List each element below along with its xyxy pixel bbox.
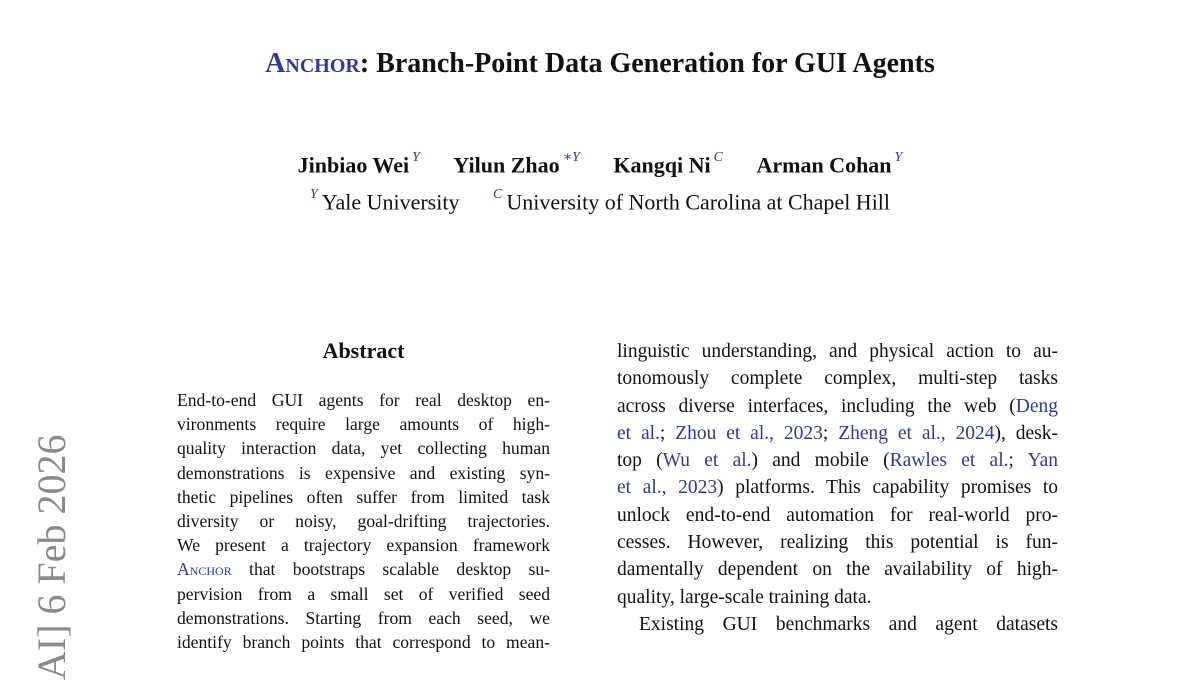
abstract-line: pervision from a small set of verified seed [177,583,550,604]
abstract-line: demonstrations is expensive and existing syn- [177,462,550,483]
citation-link[interactable]: Deng [1015,395,1058,417]
citation-link[interactable]: et al., 2023 [617,477,718,499]
intro-line: linguistic understanding, and physical action to au- [617,341,1058,362]
author-affiliation-mark: ∗Y [562,150,580,165]
abstract-line: demonstrations. Starting from each seed, we [177,607,550,628]
author-list [0,146,1200,180]
intro-line: et al., 2023) platforms. This capability promises to [617,477,1058,499]
abstract-line: identify branch points that correspond to mean- [177,631,550,652]
intro-line: cesses. However, realizing this potential is fun- [617,532,1058,554]
author: Jinbiao Wei $^Y$ [297,150,420,178]
author-affiliation-mark: Y [894,150,903,165]
intro-line: across diverse interfaces, including the web (Deng [617,395,1058,417]
introduction-text [617,338,1058,638]
title-system-name: Anchor [265,48,360,79]
abstract-line: We present a trajectory expansion framework [177,535,550,556]
arxiv-stamp [30,380,74,680]
intro-line: top (Wu et al.) and mobile (Rawles et al.; Yan [617,450,1058,472]
abstract-line: vironments require large amounts of high- [177,414,550,435]
system-name: Anchor [177,559,232,580]
affiliation-mark: Y [309,187,318,202]
abstract-line: diversity or noisy, goal-drifting trajectories. [177,510,550,531]
affiliation-list [0,183,1200,217]
abstract-line: Anchor that bootstraps scalable desktop su- [177,559,550,580]
citation-link[interactable]: Rawles et al. [889,450,1009,472]
affiliation-mark: C [492,187,503,202]
citation-link[interactable]: Zhou et al., 2023 [675,422,823,444]
abstract-heading: Abstract [322,338,405,363]
author-affiliation-mark: Y [412,150,420,165]
intro-line: damentally dependent on the availability of high- [617,559,1058,581]
abstract-line: thetic pipelines often suffer from limited task [177,486,550,507]
affiliation: $^Y$ Yale University [309,187,460,215]
intro-line: tonomously complete complex, multi-step tasks [617,368,1058,390]
title-text: : Branch-Point Data Generation for GUI Agents [359,48,935,79]
intro-line: unlock end-to-end automation for real-world pro- [617,504,1058,526]
paper-title [0,46,1200,82]
author: Arman Cohan $^Y$ [756,150,903,178]
abstract-line: End-to-end GUI agents for real desktop en- [177,390,550,410]
author: Kangqi Ni $^C$ [613,150,723,178]
citation-link[interactable]: Zheng et al., 2024 [838,422,995,444]
affiliation: $^C$ University of North Carolina at Chapel Hill [492,187,891,215]
abstract-line: quality interaction data, yet collecting human [177,438,550,459]
citation-link[interactable]: et al. [617,422,660,444]
author-affiliation-mark: C [713,150,723,165]
intro-line: quality, large-scale training data. [617,586,872,608]
author: Yilun Zhao $^{∗Y}$ [453,150,580,178]
intro-line: Existing GUI benchmarks and agent datasets [639,613,1058,635]
arxiv-stamp-text: AI] 6 Feb 2026 [29,434,74,680]
abstract-body [177,388,550,654]
intro-line: et al.; Zhou et al., 2023; Zheng et al., 2024), desk- [617,422,1059,444]
citation-link[interactable]: Yan [1027,450,1058,472]
citation-link[interactable]: Wu et al. [662,450,752,472]
